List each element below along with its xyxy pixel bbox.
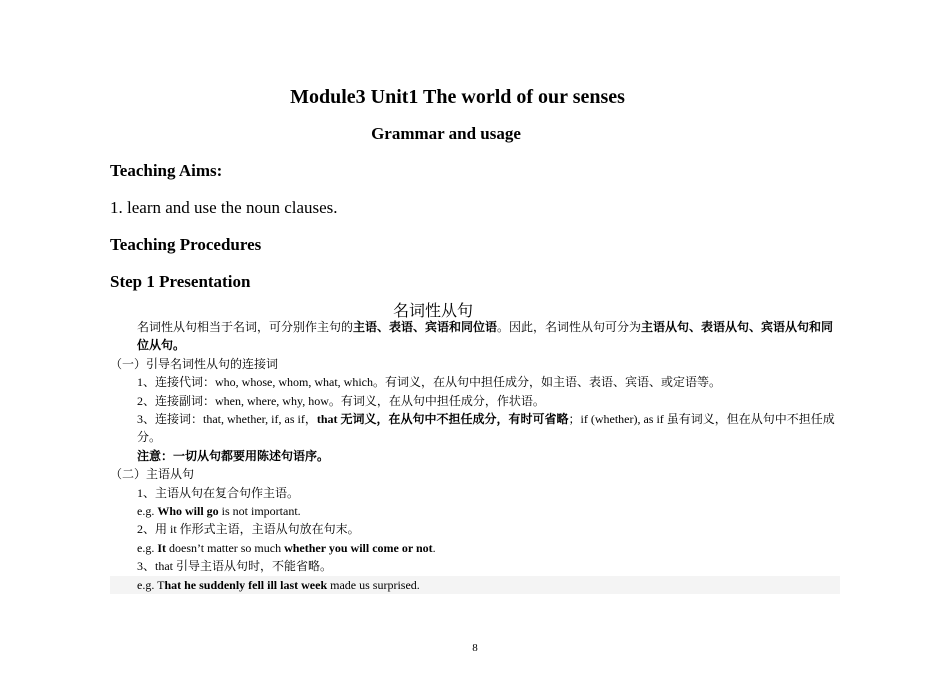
teaching-procedures-heading: Teaching Procedures (110, 235, 262, 254)
item-3-text-a: 3、连接词：that, whether, if, as if， (137, 412, 317, 427)
teaching-aims-heading: Teaching Aims: (110, 161, 223, 180)
example-3-bold: hat he suddenly fell ill last week (164, 577, 328, 592)
example-2-end: . (432, 540, 436, 555)
page-number: 8 (472, 642, 478, 654)
section-title-noun-clauses: 名词性从句 (392, 301, 473, 320)
note: 注意：一切从句都要用陈述句语序。 (137, 448, 330, 463)
example-1-prefix: e.g. (137, 504, 158, 519)
item-3-text-b: that 无词义，在从句中不担任成分，有时可省略 (316, 412, 569, 427)
example-2-bold-2: whether you will come or not (284, 540, 433, 555)
section-1-item-3 (110, 410, 840, 447)
example-1-bold: Who will go (157, 504, 219, 519)
section-1-item-2: 2、连接副词：when, where, why, how。有词义，在从句中担任成分，作状语。 (137, 393, 545, 408)
intro-paragraph (110, 318, 840, 355)
section-1-heading: （一）引导名词性从句的连接词 (110, 356, 279, 371)
example-2-bold-1: It (157, 540, 166, 555)
grammar-notes (110, 318, 840, 594)
example-1 (110, 502, 840, 520)
intro-text-c: 。因此，名词性从句可分为 (497, 320, 642, 334)
example-2 (110, 539, 840, 557)
example-2-prefix: e.g. (137, 540, 158, 555)
document-title: Module3 Unit1 The world of our senses (290, 86, 625, 108)
example-3-rest: made us surprised. (327, 577, 420, 592)
document-subtitle: Grammar and usage (371, 124, 521, 143)
section-2-item-3: 3、that 引导主语从句时，不能省略。 (137, 559, 332, 574)
teaching-aim-1: 1. learn and use the noun clauses. (110, 198, 338, 217)
intro-text-a: 名词性从句相当于名词，可分别作主句的 (137, 320, 354, 334)
intro-text-d: 主语从句、表语从句、宾语从句和同位从句。 (137, 320, 834, 353)
example-1-rest: is not important. (218, 504, 301, 519)
example-3-prefix: e.g. T (137, 577, 165, 592)
section-2-heading: （二）主语从句 (110, 467, 195, 482)
example-2-middle: doesn’t matter so much (166, 540, 285, 555)
intro-text-b: 主语、表语、宾语和同位语 (353, 320, 498, 334)
step1-heading: Step 1 Presentation (110, 272, 251, 291)
section-2-item-1: 1、主语从句在复合句作主语。 (137, 485, 300, 500)
item-3-text-c: ；if (whether), as if 虽有词义，但在从句中不担任成分。 (137, 412, 835, 445)
example-3 (110, 576, 840, 594)
section-1-item-1: 1、连接代词：who, whose, whom, what, which。有词义，在从句中担任成分，如主语、表语、宾语、或定语等。 (137, 375, 721, 390)
section-2-item-2: 2、用 it 作形式主语，主语从句放在句末。 (137, 522, 360, 537)
